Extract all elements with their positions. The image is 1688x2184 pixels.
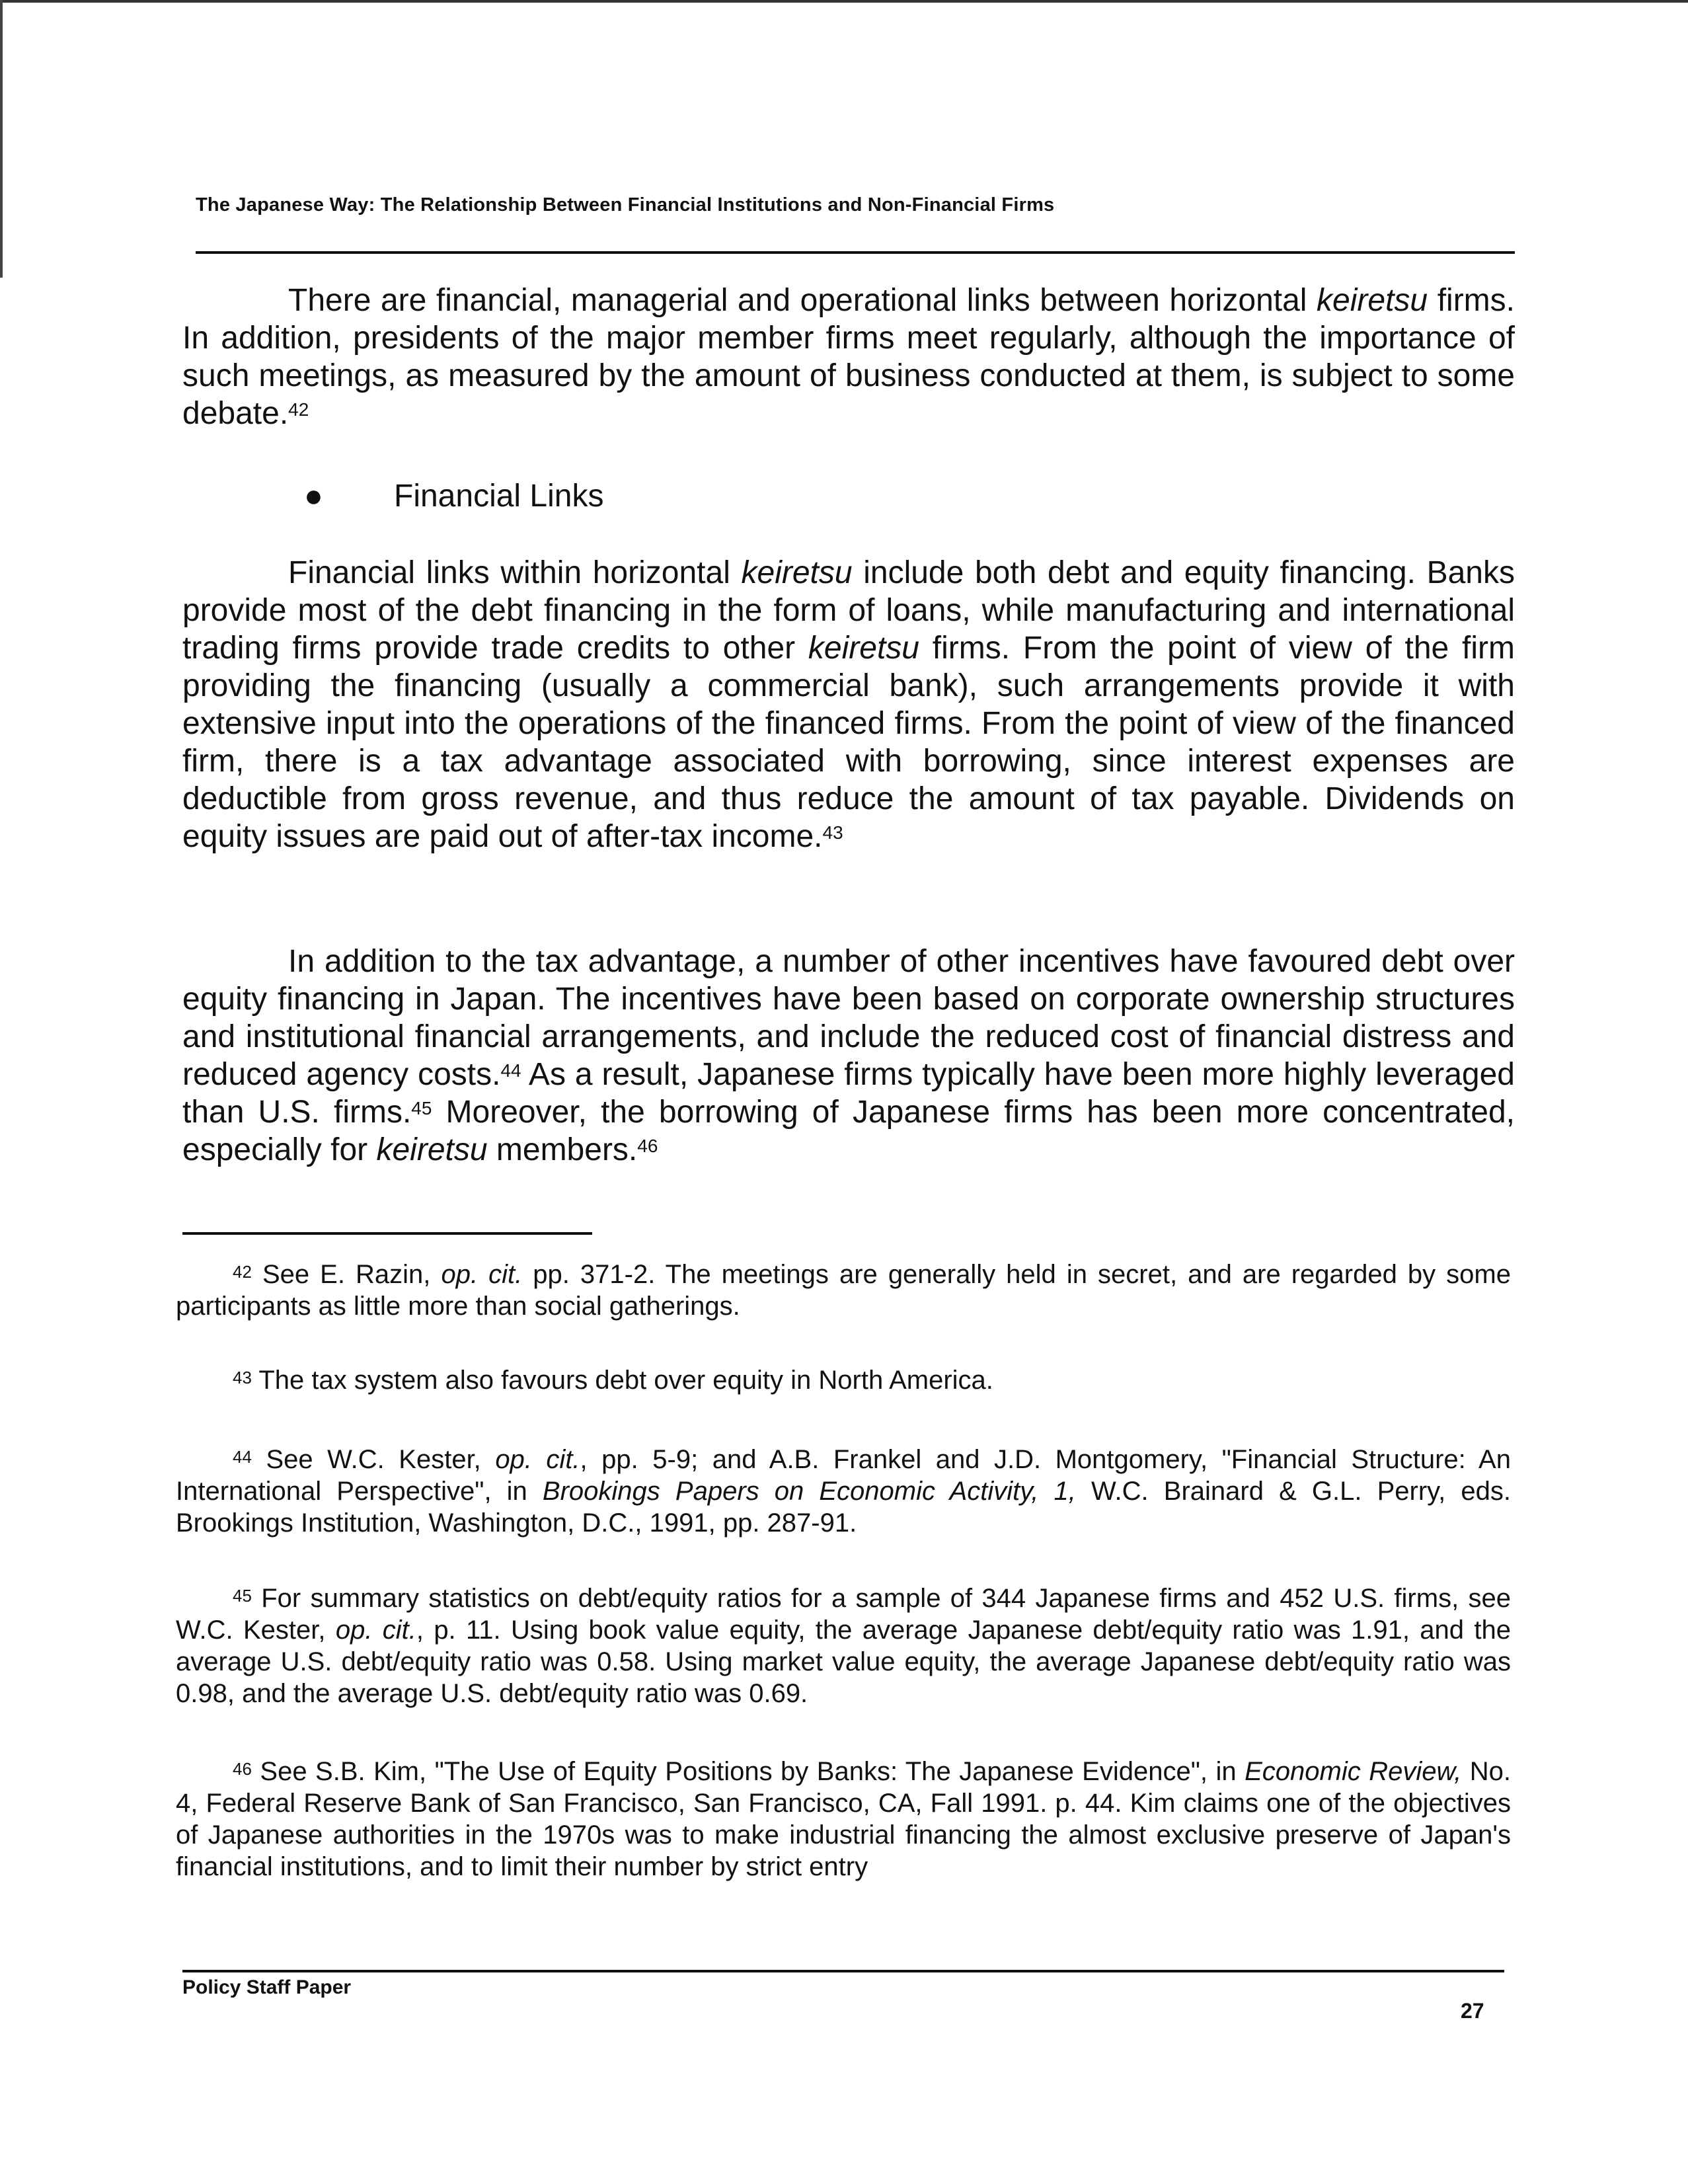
paragraph-debt-incentives — [182, 943, 1515, 1169]
text-run: members. — [487, 1132, 638, 1167]
italic-term: keiretsu — [1317, 283, 1428, 318]
italic-term: keiretsu — [741, 555, 853, 590]
text-run: See S.B. Kim, "The Use of Equity Positions by Banks: The Japanese Evidence", in — [260, 1757, 1245, 1786]
italic-term: keiretsu — [808, 631, 919, 666]
footnote-ref-42: 42 — [288, 399, 309, 420]
bullet-icon: ● — [304, 479, 323, 514]
italic-title: Economic Review, — [1245, 1757, 1462, 1786]
scan-edge-top — [0, 0, 1688, 3]
footnote-43 — [176, 1364, 1511, 1396]
italic-term: op. cit. — [335, 1616, 416, 1645]
text-run: As a result, Japanese firms typically have been more highly leveraged than U.S. firms. — [182, 1057, 1515, 1130]
scan-edge-left — [0, 0, 3, 278]
footnote-ref-44: 44 — [500, 1060, 521, 1081]
section-heading-financial-links: Financial Links — [394, 479, 604, 514]
text-run: firms. From the point of view of the firm providing the financing (usually a commercial bank), such arrangements provide it with extensive input into the operations of the financed firms. From the point of view of the financed firm, there is a tax advantage associated with borrowing, since interest expenses are deductible from gross revenue, and thus reduce the amount of tax payable. Dividends on equity issues are paid out of after-tax income. — [182, 631, 1515, 854]
text-run: No. 4, Federal Reserve Bank of San Francisco, San Francisco, CA, Fall 1991. p. 44. Kim claims one of the objectives of Japanese authorities in the 1970s was to make industrial financing the almost exclusive preserve of Japan's financial institutions, and to limit their number by strict entry — [176, 1757, 1512, 1881]
footnote-ref-43: 43 — [822, 822, 843, 843]
footer-publication-label: Policy Staff Paper — [182, 1976, 352, 1998]
footnote-45 — [176, 1582, 1511, 1709]
text-run: , pp. 5-9; and A.B. Frankel and J.D. Montgomery, "Financial Structure: An International Perspective", in — [176, 1445, 1511, 1506]
text-run: See W.C. Kester, — [266, 1445, 496, 1474]
text-run: See E. Razin, — [262, 1260, 441, 1289]
footnote-46 — [176, 1756, 1511, 1883]
text-run: pp. 371-2. The meetings are generally held in secret, and are regarded by some participants as little more than social gatherings. — [176, 1260, 1511, 1321]
italic-term: op. cit. — [495, 1445, 580, 1474]
footnote-separator — [182, 1232, 592, 1235]
text-run: firms. In addition, presidents of the major member firms meet regularly, although the importance of such meetings, as measured by the amount of business conducted at them, is subject to some debate. — [182, 283, 1515, 431]
header-rule — [196, 251, 1515, 254]
text-run: For summary statistics on debt/equity ratios for a sample of 344 Japanese firms and 452 U.S. firms, see W.C. Kester, — [176, 1584, 1511, 1645]
italic-title: Brookings Papers on Economic Activity, 1, — [542, 1477, 1076, 1506]
footnote-number: 44 — [233, 1447, 252, 1467]
footnote-44 — [176, 1444, 1511, 1539]
text-run: Financial links within horizontal — [288, 555, 742, 590]
paragraph-horizontal-keiretsu-links — [182, 282, 1515, 432]
paragraph-financial-links — [182, 554, 1515, 855]
italic-term: op. cit. — [441, 1260, 523, 1289]
text-run: , p. 11. Using book value equity, the average Japanese debt/equity ratio was 1.91, and the average U.S. debt/equity ratio was 0.58. Using market value equity, the average Japanese debt/equity ratio was 0.98, and the average U.S. debt/equity ratio was 0.69. — [176, 1616, 1511, 1708]
text-run: Moreover, the borrowing of Japanese firms has been more concentrated, especially for — [182, 1095, 1515, 1167]
text-run: W.C. Brainard & G.L. Perry, eds. Brookings Institution, Washington, D.C., 1991, pp. 287-91. — [176, 1477, 1511, 1538]
page-number: 27 — [1461, 1999, 1484, 2023]
footnote-number: 42 — [233, 1262, 252, 1282]
footnote-number: 45 — [233, 1586, 252, 1606]
text-run: There are financial, managerial and operational links between horizontal — [288, 283, 1317, 318]
footnote-42 — [176, 1259, 1511, 1322]
footnote-ref-45: 45 — [411, 1098, 432, 1118]
footnote-number: 43 — [233, 1368, 252, 1387]
footer-rule — [182, 1970, 1504, 1972]
running-header: The Japanese Way: The Relationship Between Financial Institutions and Non-Financial Firms — [196, 194, 1055, 215]
text-run: In addition to the tax advantage, a number of other incentives have favoured debt over equity financing in Japan. The incentives have been based on corporate ownership structures and institutional financial arrangements, and include the reduced cost of financial distress and reduced agency costs. — [182, 944, 1515, 1092]
text-run: The tax system also favours debt over equity in North America. — [258, 1366, 993, 1395]
italic-term: keiretsu — [376, 1132, 488, 1167]
footnote-number: 46 — [233, 1759, 252, 1779]
footnote-ref-46: 46 — [637, 1136, 658, 1156]
text-run: include both debt and equity financing. Banks provide most of the debt financing in the form of loans, while manufacturing and international trading firms provide trade credits to other — [182, 555, 1515, 666]
